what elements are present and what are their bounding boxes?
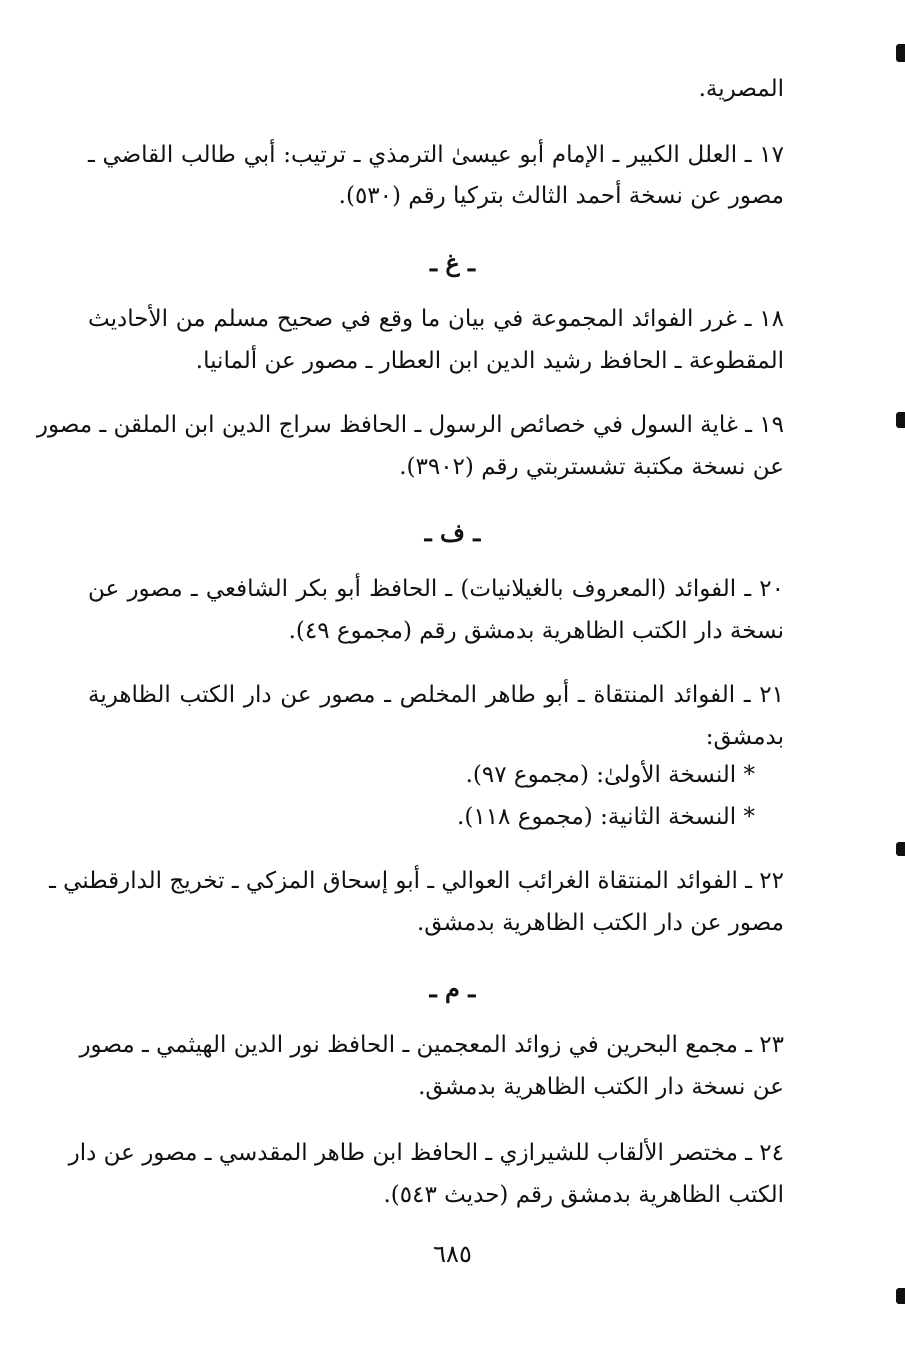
entry-18-line-2: المقطوعة ـ الحافظ رشيد الدين ابن العطار ـ مصور عن ألمانيا.: [195, 348, 784, 374]
entry-18-line-1: ١٨ ـ غرر الفوائد المجموعة في بيان ما وقع في صحيح مسلم من الأحاديث: [88, 306, 784, 332]
entry-21-line-2: بدمشق:: [705, 724, 784, 750]
entry-22-line-1: ٢٢ ـ الفوائد المنتقاة الغرائب العوالي ـ أبو إسحاق المزكي ـ تخريج الدارقطني ـ: [49, 868, 784, 894]
bullet-second-copy: * النسخة الثانية: (مجموع ١١٨).: [457, 804, 755, 830]
entry-21-line-1: ٢١ ـ الفوائد المنتقاة ـ أبو طاهر المخلص ـ مصور عن دار الكتب الظاهرية: [88, 682, 784, 708]
entry-24-line-2: الكتب الظاهرية بدمشق رقم (حديث ٥٤٣).: [383, 1182, 784, 1208]
entry-19-line-1: ١٩ ـ غاية السول في خصائص الرسول ـ الحافظ سراج الدين ابن الملقن ـ مصور: [36, 412, 784, 438]
margin-mark-1: [896, 44, 905, 62]
margin-mark-2: [896, 412, 905, 428]
entry-20-line-2: نسخة دار الكتب الظاهرية بدمشق رقم (مجموع ٤٩).: [288, 618, 784, 644]
section-heading-ghain: ـ غ ـ: [429, 248, 476, 277]
entry-23-line-1: ٢٣ ـ مجمع البحرين في زوائد المعجمين ـ الحافظ نور الدين الهيثمي ـ مصور: [79, 1032, 784, 1058]
entry-17-line-1: ١٧ ـ العلل الكبير ـ الإمام أبو عيسىٰ الترمذي ـ ترتيب: أبي طالب القاضي ـ: [88, 142, 784, 168]
margin-mark-3: [896, 842, 905, 856]
entry-20-line-1: ٢٠ ـ الفوائد (المعروف بالغيلانيات) ـ الحافظ أبو بكر الشافعي ـ مصور عن: [88, 576, 784, 602]
margin-mark-4: [896, 1288, 905, 1304]
bullet-first-copy: * النسخة الأولىٰ: (مجموع ٩٧).: [465, 762, 755, 788]
entry-17-line-2: مصور عن نسخة أحمد الثالث بتركيا رقم (٥٣٠).: [338, 183, 784, 209]
continuation-line: المصرية.: [698, 76, 784, 102]
entry-19-line-2: عن نسخة مكتبة تشستربتي رقم (٣٩٠٢).: [399, 454, 784, 480]
section-heading-fa: ـ ف ـ: [424, 518, 481, 547]
page-number: ٦٨٥: [433, 1240, 472, 1268]
entry-23-line-2: عن نسخة دار الكتب الظاهرية بدمشق.: [418, 1074, 784, 1100]
entry-24-line-1: ٢٤ ـ مختصر الألقاب للشيرازي ـ الحافظ ابن طاهر المقدسي ـ مصور عن دار: [68, 1140, 784, 1166]
entry-22-line-2: مصور عن دار الكتب الظاهرية بدمشق.: [416, 910, 784, 936]
section-heading-mim: ـ م ـ: [429, 974, 476, 1003]
